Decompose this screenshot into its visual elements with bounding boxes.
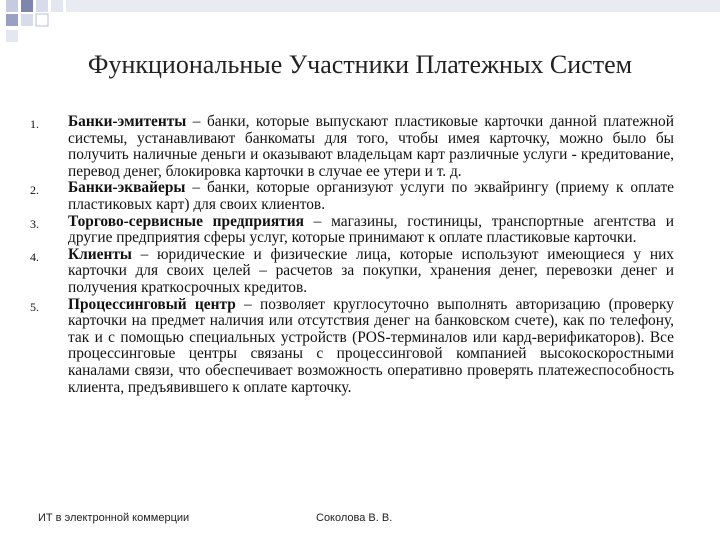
list-number: 4. [30,249,39,264]
list-item [30,214,674,247]
list-description: – магазины, гостиницы, транспортные агентства и другие предприятия сферы услуг, которые принимают к оплате пластиковые карточки. [68,212,674,247]
deco-square [6,0,18,12]
deco-square [6,30,18,42]
list-term: Процессинговый центр [68,295,236,313]
list-description: – банки, которые выпускают пластиковые карточки данной платежной системы, устанавливают банкоматы для того, чтобы имея карточку, можно было бы получить наличные деньги и оказывают владельцам карт различные услуги - кредитование, перевод денег, блокировка карточки в случае ее утери и т. д. [68,113,674,180]
list-number: 5. [30,299,39,314]
list-description: – юридические и физические лица, которые используют имеющиеся у них карточки для своих целей – расчетов за покупки, хранения денег, перевозки денег и получения краткосрочных кредитов. [68,245,674,296]
list-item [30,297,674,397]
list-number: 1. [30,117,39,131]
list-term: Банки-эмитенты [68,113,187,130]
deco-square [36,14,48,26]
list-description: – банки, которые организуют услуги по эквайрингу (приему к оплате пластиковых карт) для своих клиентов. [68,179,674,213]
participants-list [30,114,674,396]
footer-author: Соколова В. В. [316,512,393,524]
list-item [30,114,674,180]
list-description: – позволяет круглосуточно выполнять авторизацию (проверку карточки на предмет наличия или отсутствия денег на банковском счете), как по телефону, так и с помощью специальных устройств (POS-терминалов или кард-верификаторов). Все процессинговые центры связаны с процессинговой компанией высокоскоростными каналами связи, что обеспечивает возможность оперативно проверять платежеспособность клиента, предъявившего к оплате карточку. [68,295,674,396]
list-item [30,180,674,213]
list-item-text [68,297,674,397]
list-term: Клиенты [68,245,132,263]
list-item-text [68,214,674,247]
deco-square [51,0,63,12]
list-item [30,247,674,297]
footer-course-title: ИТ в электронной коммерции [38,512,190,524]
list-item-text [68,180,674,213]
list-term: Банки-эквайеры [68,179,186,197]
page-title: Функциональные Участники Платежных Систем [87,50,633,79]
deco-bar [66,0,720,12]
deco-square [21,14,33,26]
list-item-text [68,247,674,297]
deco-square [6,14,18,26]
list-number: 2. [30,183,39,198]
deco-square [21,0,33,12]
list-term: Торгово-сервисные предприятия [68,212,304,230]
list-number: 3. [30,216,39,231]
list-item-text [68,114,674,180]
deco-square [36,0,48,12]
